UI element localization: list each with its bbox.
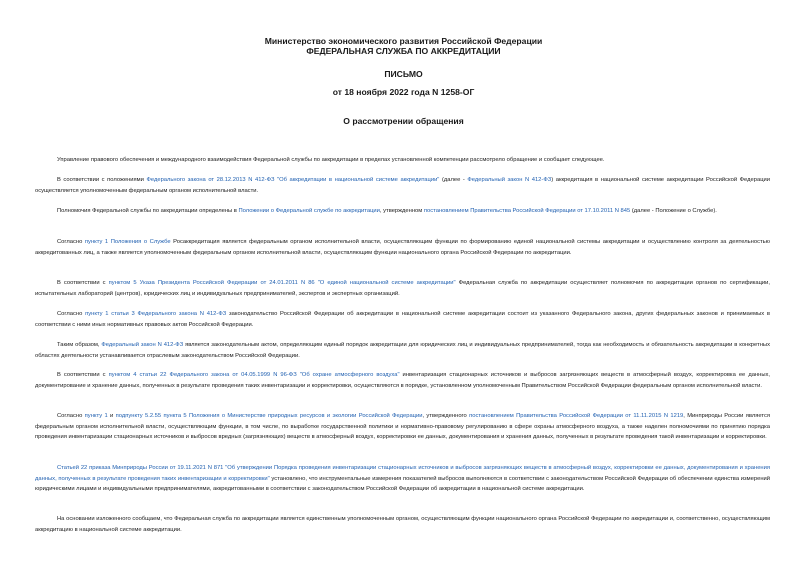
- text: и: [107, 413, 116, 419]
- text: законодательство Российской Федерации об аккредитации в национальной системе аккредитации состоит из указанного Федерального закона, других федеральных законов и принимаемых в соответствии с ними иных нормативных правовых актов Российской Федерации.: [35, 311, 770, 328]
- text: , утвержденном: [379, 208, 424, 214]
- text: На основании изложенного сообщаем, что Федеральная служба по аккредитации является единственным уполномоченным органом, осуществляющим функции национального органа Российской Федерации по аккредитации и, соответственно, осуществляющим аккредитацию в национальной системе аккредитации.: [35, 516, 770, 533]
- link-law-96-air-protection[interactable]: пунктом 4 статьи 22 Федерального закона от 04.05.1999 N 96-ФЗ "Об охране атмосферного воздуха": [108, 372, 400, 378]
- text: (далее - Положение о Службе).: [630, 208, 717, 214]
- text: Согласно: [57, 239, 85, 245]
- link-subpoint-5-2-55[interactable]: подпункту 5.2.55 пункта 5 Положения о Министерстве природных ресурсов и экологии Российской Федерации: [115, 413, 423, 419]
- paragraph-minprirody: [35, 411, 770, 443]
- paragraph-legislation: [35, 309, 770, 330]
- link-government-decree-845[interactable]: постановлением Правительства Российской Федерации от 17.10.2011 N 845: [423, 208, 631, 214]
- paragraph-law-412: [35, 175, 770, 196]
- text: Согласно: [57, 413, 85, 419]
- text: инвентаризация стационарных источников и выбросов загрязняющих веществ в атмосферный воздух, корректировка ее данных, документирование и хранение данных, полученных в результате проведения таких инвентаризации и корректировки, осуществляются в порядке, установленном уполномоченным Правительством Российской Федерации федеральным органом исполнительной власти.: [35, 372, 771, 389]
- paragraph-air-protection: [35, 370, 770, 391]
- text: является законодательным актом, определяющим единый порядок аккредитации для юридических лиц и индивидуальных предпринимателей, тогда как необходимость и обязательность аккредитации в конкретных областях деятельности устанавливается отраслевым законодательством Российской Федерации.: [35, 342, 770, 359]
- text: ) аккредитация в национальной системе аккредитации Российской Федерации осуществляется уполномоченным федеральным органом исполнительной власти.: [35, 177, 770, 194]
- text: Федеральная служба по аккредитации осуществляет полномочия по аккредитации органов по сертификации, испытательных лабораторий (центров), юридических лиц и индивидуальных предпринимателей, экспертов и экспертных организаций.: [35, 280, 770, 297]
- paragraph-final: [35, 514, 770, 535]
- link-federal-law-412[interactable]: Федерального закона от 28.12.2013 N 412-ФЗ "Об аккредитации в национальной системе аккредитации": [146, 177, 440, 183]
- text: Управление правового обеспечения и международного взаимодействия Федеральной службы по аккредитации в пределах установленной компетенции рассмотрело обращение и сообщает следующее.: [57, 157, 605, 163]
- text: В соответствии с положениями: [57, 177, 147, 183]
- link-service-regulation[interactable]: Положении о Федеральной службе по аккредитации: [238, 208, 380, 214]
- link-presidential-decree-86[interactable]: пунктом 5 Указа Президента Российской Федерации от 24.01.2011 N 86 "О единой национальной системе аккредитации": [108, 280, 456, 286]
- text: В соответствии с: [57, 280, 109, 286]
- text: Росаккредитация является федеральным органом исполнительной власти, осуществляющим функции по формированию единой национальной системы аккредитации и осуществлению контроля за деятельностью аккредитованных лиц, а также является уполномоченным федеральным органом исполнительной власти, осуществляющим функции национального органа Российской Федерации по аккредитации.: [35, 239, 770, 256]
- link-federal-law-412-p7[interactable]: Федеральный закон N 412-ФЗ: [101, 342, 184, 348]
- text: В соответствии с: [57, 372, 109, 378]
- document-date-number: от 18 ноября 2022 года N 1258-ОГ: [332, 87, 475, 97]
- paragraph-conclusion-law: [35, 340, 770, 361]
- text: Полномочия Федеральной службы по аккредитации определены в: [57, 208, 239, 214]
- text: , утвержденного: [422, 413, 470, 419]
- paragraph-powers: [35, 206, 770, 217]
- document-type: ПИСЬМО: [384, 69, 423, 79]
- text: установлено, что инструментальные измерения показателей выбросов выполняются в соответствии с законодательством Российской Федерации об обеспечении единства измерений юридическими лицами и индивидуальными предпринимателями, аккредитованными в соответствии с законодательством Российской Федерации об аккредитации в национальной системе аккредитации.: [35, 475, 770, 493]
- link-regulation-point-1[interactable]: пункту 1 Положения о Службе: [84, 239, 171, 245]
- ministry-name: Министерство экономического развития Российской Федерации: [264, 36, 543, 46]
- link-order-871-article-22[interactable]: Статьей 22 приказа Минприроды России от 19.11.2021 N 871 "Об утверждении Порядка проведения инвентаризации стационарных источников и выбросов загрязняющих веществ в атмосферный воздух, корректировки ее данных, документирования и хранения данных, полученных в результате проведения таких инвентаризации и корректировки": [35, 465, 770, 482]
- service-name: ФЕДЕРАЛЬНАЯ СЛУЖБА ПО АККРЕДИТАЦИИ: [306, 46, 501, 56]
- link-article-3-law-412[interactable]: пункту 1 статьи 3 Федерального закона N 412-ФЗ: [85, 311, 227, 317]
- paragraph-intro: [35, 155, 770, 166]
- link-federal-law-412-short[interactable]: Федеральный закон N 412-ФЗ: [467, 177, 552, 183]
- link-government-decree-1219[interactable]: постановлением Правительства Российской Федерации от 11.11.2015 N 1219: [469, 413, 684, 419]
- text: , Минприроды России является федеральным органом исполнительной власти, осуществляющим функции, в том числе, по выработке государственной политики и нормативно-правовому регулированию в сфере охраны атмосферного воздуха, а также наделен полномочиями по принятию порядка проведения инвентаризации стационарных источников и выбросов вредных (загрязняющих) веществ в атмосферный воздух, корректировки ее данных, документирования и хранения данных, полученных в результате проведения такой инвентаризации и корректировки.: [35, 413, 770, 441]
- paragraph-rosaccreditation: [35, 237, 770, 258]
- link-point-1[interactable]: пункту 1: [84, 413, 108, 419]
- text: Таким образом,: [57, 342, 102, 348]
- text: (далее -: [439, 177, 468, 183]
- text: Согласно: [57, 311, 86, 317]
- paragraph-presidential-decree: [35, 278, 770, 299]
- paragraph-order-871: [35, 463, 770, 495]
- document-subject: О рассмотрении обращения: [343, 116, 464, 126]
